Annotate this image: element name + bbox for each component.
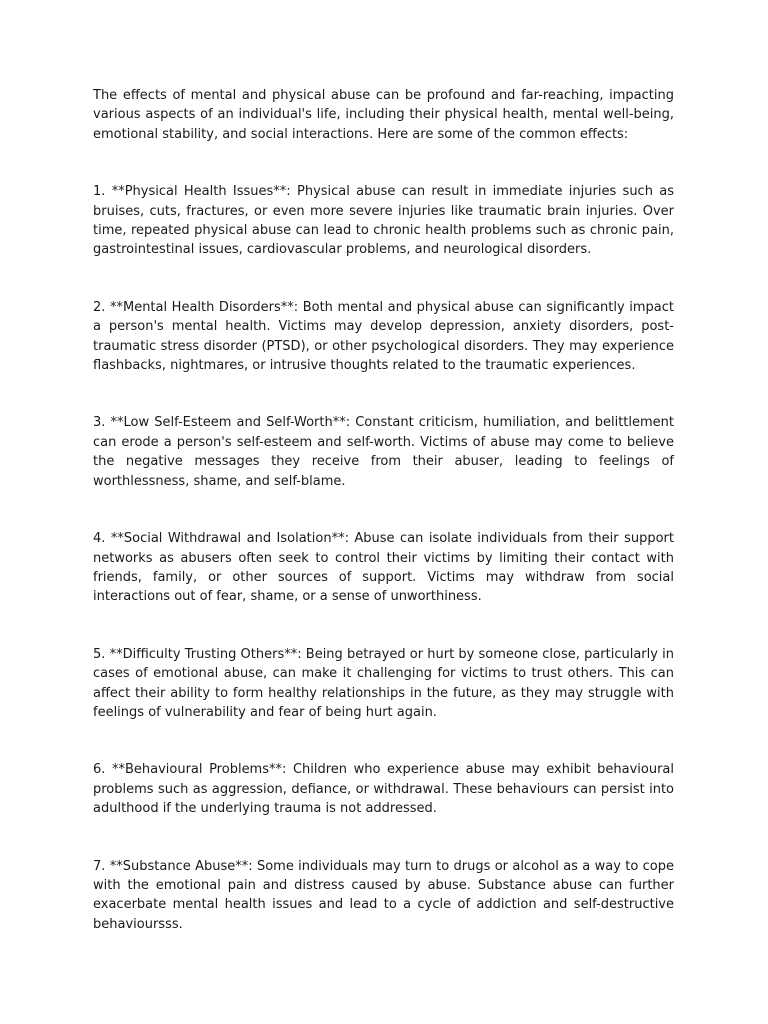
effect-item-substance-abuse: 7. **Substance Abuse**: Some individuals may turn to drugs or alcohol as a way to cope with the emotional pain and distress caused by abuse. Substance abuse can further exacerbate mental health issues and lead to a cycle of addiction and self-destructive behavioursss. <box>93 858 674 932</box>
intro-paragraph: The effects of mental and physical abuse can be profound and far-reaching, impacting various aspects of an individual's life, including their physical health, mental well-being, emotional stability, and social interactions. Here are some of the common effects: <box>93 88 674 142</box>
paragraph-spacer <box>93 144 674 182</box>
paragraph-spacer <box>93 375 674 413</box>
paragraph-spacer <box>93 260 674 298</box>
effect-item-social-withdrawal: 4. **Social Withdrawal and Isolation**: Abuse can isolate individuals from their support networks as abusers often seek to control their victims by limiting their contact with friends, family, or other sources of support. Victims may withdraw from social interactions out of fear, shame, or a sense of unworthiness. <box>93 531 674 605</box>
effect-item-physical-health: 1. **Physical Health Issues**: Physical abuse can result in immediate injuries such as bruises, cuts, fractures, or even more severe injuries like traumatic brain injuries. Over time, repeated physical abuse can lead to chronic health problems such as chronic pain, gastrointestinal issues, cardiovascular problems, and neurological disorders. <box>93 184 674 258</box>
effect-item-self-esteem: 3. **Low Self-Esteem and Self-Worth**: Constant criticism, humiliation, and belittlement can erode a person's self-esteem and self-worth. Victims of abuse may come to believe the negative messages they receive from their abuser, leading to feelings of worthlessness, shame, and self-blame. <box>93 415 674 489</box>
paragraph-spacer <box>93 607 674 645</box>
paragraph-spacer <box>93 491 674 529</box>
document-page <box>93 86 674 934</box>
effect-item-trust: 5. **Difficulty Trusting Others**: Being betrayed or hurt by someone close, particularly in cases of emotional abuse, can make it challenging for victims to trust others. This can affect their ability to form healthy relationships in the future, as they may struggle with feelings of vulnerability and fear of being hurt again. <box>93 646 674 720</box>
effect-item-mental-health: 2. **Mental Health Disorders**: Both mental and physical abuse can significantly impact a person's mental health. Victims may develop depression, anxiety disorders, post-traumatic stress disorder (PTSD), or other psychological disorders. They may experience flashbacks, nightmares, or intrusive thoughts related to the traumatic experiences. <box>93 299 674 374</box>
effect-item-behavioural: 6. **Behavioural Problems**: Children who experience abuse may exhibit behavioural problems such as aggression, defiance, or withdrawal. These behaviours can persist into adulthood if the underlying trauma is not addressed. <box>93 762 674 817</box>
paragraph-spacer <box>93 722 674 760</box>
paragraph-spacer <box>93 819 674 857</box>
